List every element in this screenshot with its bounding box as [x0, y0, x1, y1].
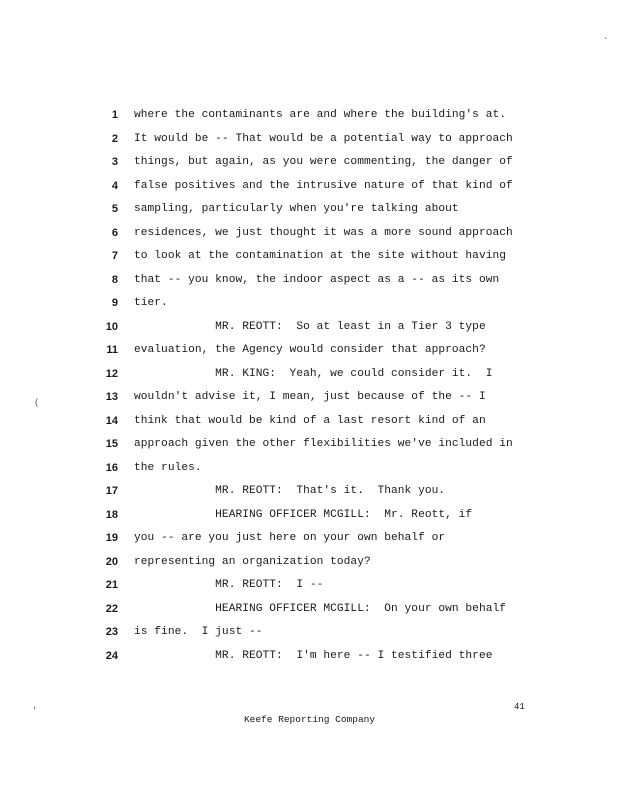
line-text: MR. REOTT: I'm here -- I testified three [134, 649, 493, 662]
line-text: evaluation, the Agency would consider that approach? [134, 344, 486, 356]
line-text: think that would be kind of a last resort kind of an [134, 414, 486, 427]
scan-speck-mark: . [603, 32, 609, 42]
line-number: 12 [105, 367, 118, 380]
line-text: HEARING OFFICER MCGILL: Mr. Reott, if [134, 508, 473, 521]
scan-margin-mark: ( [34, 398, 40, 408]
line-text: MR. REOTT: That's it. Thank you. [134, 485, 446, 497]
line-text: the rules. [134, 461, 202, 474]
line-number: 2 [111, 132, 118, 145]
line-number: 16 [105, 461, 118, 474]
line-number: 14 [105, 414, 118, 427]
line-text: approach given the other flexibilities we've included in [134, 438, 513, 450]
line-text: residences, we just thought it was a more sound approach [134, 226, 513, 239]
line-number: 4 [111, 179, 118, 192]
line-number: 5 [111, 203, 118, 215]
line-text: MR. REOTT: I -- [134, 579, 324, 591]
line-text: MR. KING: Yeah, we could consider it. I [134, 367, 493, 380]
line-number: 22 [105, 602, 118, 615]
line-text: to look at the contamination at the site without having [134, 250, 506, 262]
line-text: that -- you know, the indoor aspect as a -- as its own [134, 273, 500, 286]
line-text: wouldn't advise it, I mean, just because of the -- I [134, 391, 486, 403]
line-number: 7 [111, 250, 118, 262]
line-number: 17 [105, 485, 118, 497]
line-text: false positives and the intrusive nature of that kind of [134, 179, 513, 192]
line-number: 24 [105, 649, 118, 662]
line-text: MR. REOTT: So at least in a Tier 3 type [134, 320, 486, 333]
line-number: 13 [105, 391, 118, 403]
line-number: 15 [105, 438, 118, 450]
line-text: representing an organization today? [134, 555, 371, 568]
line-text: things, but again, as you were commenting, the danger of [134, 156, 513, 168]
line-number: 1 [111, 109, 118, 121]
footer-reporting-company: Keefe Reporting Company [243, 714, 376, 725]
line-number: 19 [105, 532, 118, 544]
line-text: sampling, particularly when you're talking about [134, 203, 459, 215]
line-number: 3 [111, 156, 118, 168]
line-number: 21 [105, 579, 118, 591]
line-number: 6 [111, 226, 118, 239]
line-text: where the contaminants are and where the building's at. [134, 109, 506, 121]
line-text: is fine. I just -- [134, 626, 263, 638]
scan-margin-mark: ' [32, 706, 38, 716]
line-number: 8 [111, 273, 118, 286]
line-number: 20 [105, 555, 118, 568]
line-number: 9 [111, 297, 118, 309]
line-text: tier. [134, 297, 168, 309]
line-text: It would be -- That would be a potential way to approach [134, 132, 513, 145]
line-text: HEARING OFFICER MCGILL: On your own behalf [134, 602, 506, 615]
line-number: 23 [105, 626, 118, 638]
line-number: 10 [105, 320, 118, 333]
line-number: 11 [106, 344, 118, 356]
page-number: 41 [514, 702, 525, 712]
line-text: you -- are you just here on your own behalf or [134, 532, 446, 544]
line-number: 18 [105, 508, 118, 521]
